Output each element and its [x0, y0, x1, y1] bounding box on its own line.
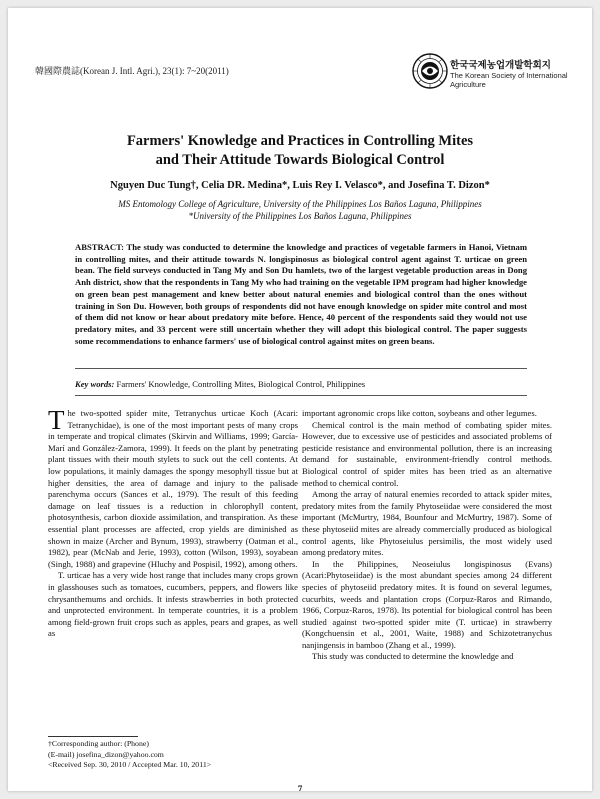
- article-title: Farmers' Knowledge and Practices in Controlling Mites and Their Attitude Towards Biological Control: [126, 133, 474, 168]
- author-affiliations: MS Entomology College of Agriculture, University of the Philippines Los Baños Laguna, Philippines *University of the Philippines Los Baños Laguna, Philippines: [118, 199, 482, 221]
- society-seal-icon: [412, 53, 448, 89]
- body-paragraph: Among the array of natural enemies recorded to attack spider mites, predatory mites from the family Phytoseiidae were considered the most important (McMurtry, 1984, Bounfour and McMurtry, 1987). Some of these phytoseiid mites are already commercially produced as biological control agents, like Phytoseiulus persimilis, the most widely used among predatory mites.: [302, 489, 552, 558]
- society-logo-block: [412, 53, 572, 99]
- footnote-rule: [48, 736, 138, 737]
- abstract-text: ABSTRACT: The study was conducted to determine the knowledge and practices of vegetable farmers in Hanoi, Vietnam in controlling mites, and their attitude towards N. longispinosus as biological control agent against T. urticae on green bean. The field surveys conducted in Tang My and Son Du hamlets, two of the largest vegetable production areas in Dong Anh district, show that the respondents in Tang My who had training on the vegetable IPM program had higher knowledge on green bean pest management and knew better about natural enemies and biological control than the ones without training in Son Du. However, both groups of respondents did not have enough knowledge on spider mite control and most of them did not know or hear about predatory mite before. Hence, 40 percent of the respondents said they would not use predatory mites, and 33 percent were still uncertain whether they will adopt this biological control. The paper suggests some recommendations to enhance farmers' use of biological control against mites on green beans.: [75, 242, 527, 346]
- body-paragraph: T. urticae has a very wide host range that includes many crops grown in glasshouses such as tomatoes, cucumbers, peppers, and flowers like chrysanthemums and orchids. It infests strawberries in both protected and unprotected environment. In temperate countries, it is a problem among field-grown fruit crops such as apples, pears and grapes, as well as: [48, 570, 298, 639]
- society-name-korean: 한국국제농업개발학회지: [450, 60, 551, 71]
- article-authors: Nguyen Duc Tung†, Celia DR. Medina*, Luis Rey I. Velasco*, and Josefina T. Dizon*: [110, 180, 490, 191]
- body-paragraph: important agronomic crops like cotton, soybeans and other legumes.: [302, 408, 537, 418]
- journal-reference: 韓國際農誌(Korean J. Intl. Agri.), 23(1): 7~20(2011): [35, 66, 229, 76]
- footnotes: [48, 739, 298, 771]
- footnote-corresponding: †Corresponding author: (Phone): [48, 739, 149, 748]
- keywords-label: Key words:: [75, 379, 115, 389]
- body-paragraph: This study was conducted to determine the knowledge and: [312, 651, 514, 662]
- paper-page: [8, 8, 592, 791]
- body-paragraph: Chemical control is the main method of combating spider mites. However, due to excessive use of pesticides and associated problems of pesticide resistance and environmental pollution, there is an increasing demand for sustainable, environment-friendly control methods. Biological control of spider mites has been tried as an alternative method to chemical control.: [302, 419, 552, 488]
- footnote-email: (E-mail) josefina_dizon@yahoo.com: [48, 749, 164, 759]
- keywords-rule-top: [75, 368, 527, 369]
- abstract: [75, 242, 527, 347]
- society-name-english: The Korean Society of International Agriculture: [450, 71, 568, 89]
- body-column-right: [302, 408, 552, 663]
- drop-cap: T: [48, 405, 65, 435]
- keywords: [75, 379, 527, 389]
- footnote-received: <Received Sep. 30, 2010 / Accepted Mar. 10, 2011>: [48, 760, 212, 769]
- body-column-left: [48, 405, 298, 640]
- keywords-text: Farmers' Knowledge, Controlling Mites, Biological Control, Philippines: [114, 379, 366, 389]
- page-number: 7: [297, 784, 303, 791]
- body-paragraph: The two-spotted spider mite, Tetranychus urticae Koch (Acari: Tetranychidae), is one of the most important pests of many crops in temperate and tropical climates (Skirvin and Williams, 1999; García-Marí and González-Zamora, 1999). It feeds on the plant by penetrating plant tissues with their mouth stylets to suck out the cell contents. At low populations, it mainly damages the spongy mesophyll tissue but at higher densities, the area of damage and injury to the palisade parenchyma occurs (Sances et al., 1979). The result of this feeding damage on leaf tissues is a reduction in chlorophyll content, photosynthesis, carbon dioxide assimilation, and transpiration. As these essential plant processes are affected, crop yields are diminished as shown in maize (Archer and Bynum, 1993), strawberry (Oatman et al., 1982), pear (McNab and Jerie, 1993), cotton (Wilson, 1993), soyabean (Singh, 1988) and grapevine (Hluchy and Pospisil, 1992), among others.: [48, 405, 298, 569]
- keywords-rule-bottom: [75, 395, 527, 396]
- body-paragraph: In the Philippines, Neoseiulus longispinosus (Evans) (Acari:Phytoseiidae) is the most abundant species among 24 different species of phytoseiid predatory mites. It is found on several legumes, cucurbits, weeds and plantation crops (Corpuz-Raros and Rimando, 1966, Corpuz-Raros, 1978). Its potential for biological control has been studied against two-spotted spider mite (T. urticae) in strawberry (Kongchuensin et al., 2001, Waite, 1988) and Schizotetranychus nanjingensis in bamboo (Zhang et al., 1999).: [302, 558, 552, 650]
